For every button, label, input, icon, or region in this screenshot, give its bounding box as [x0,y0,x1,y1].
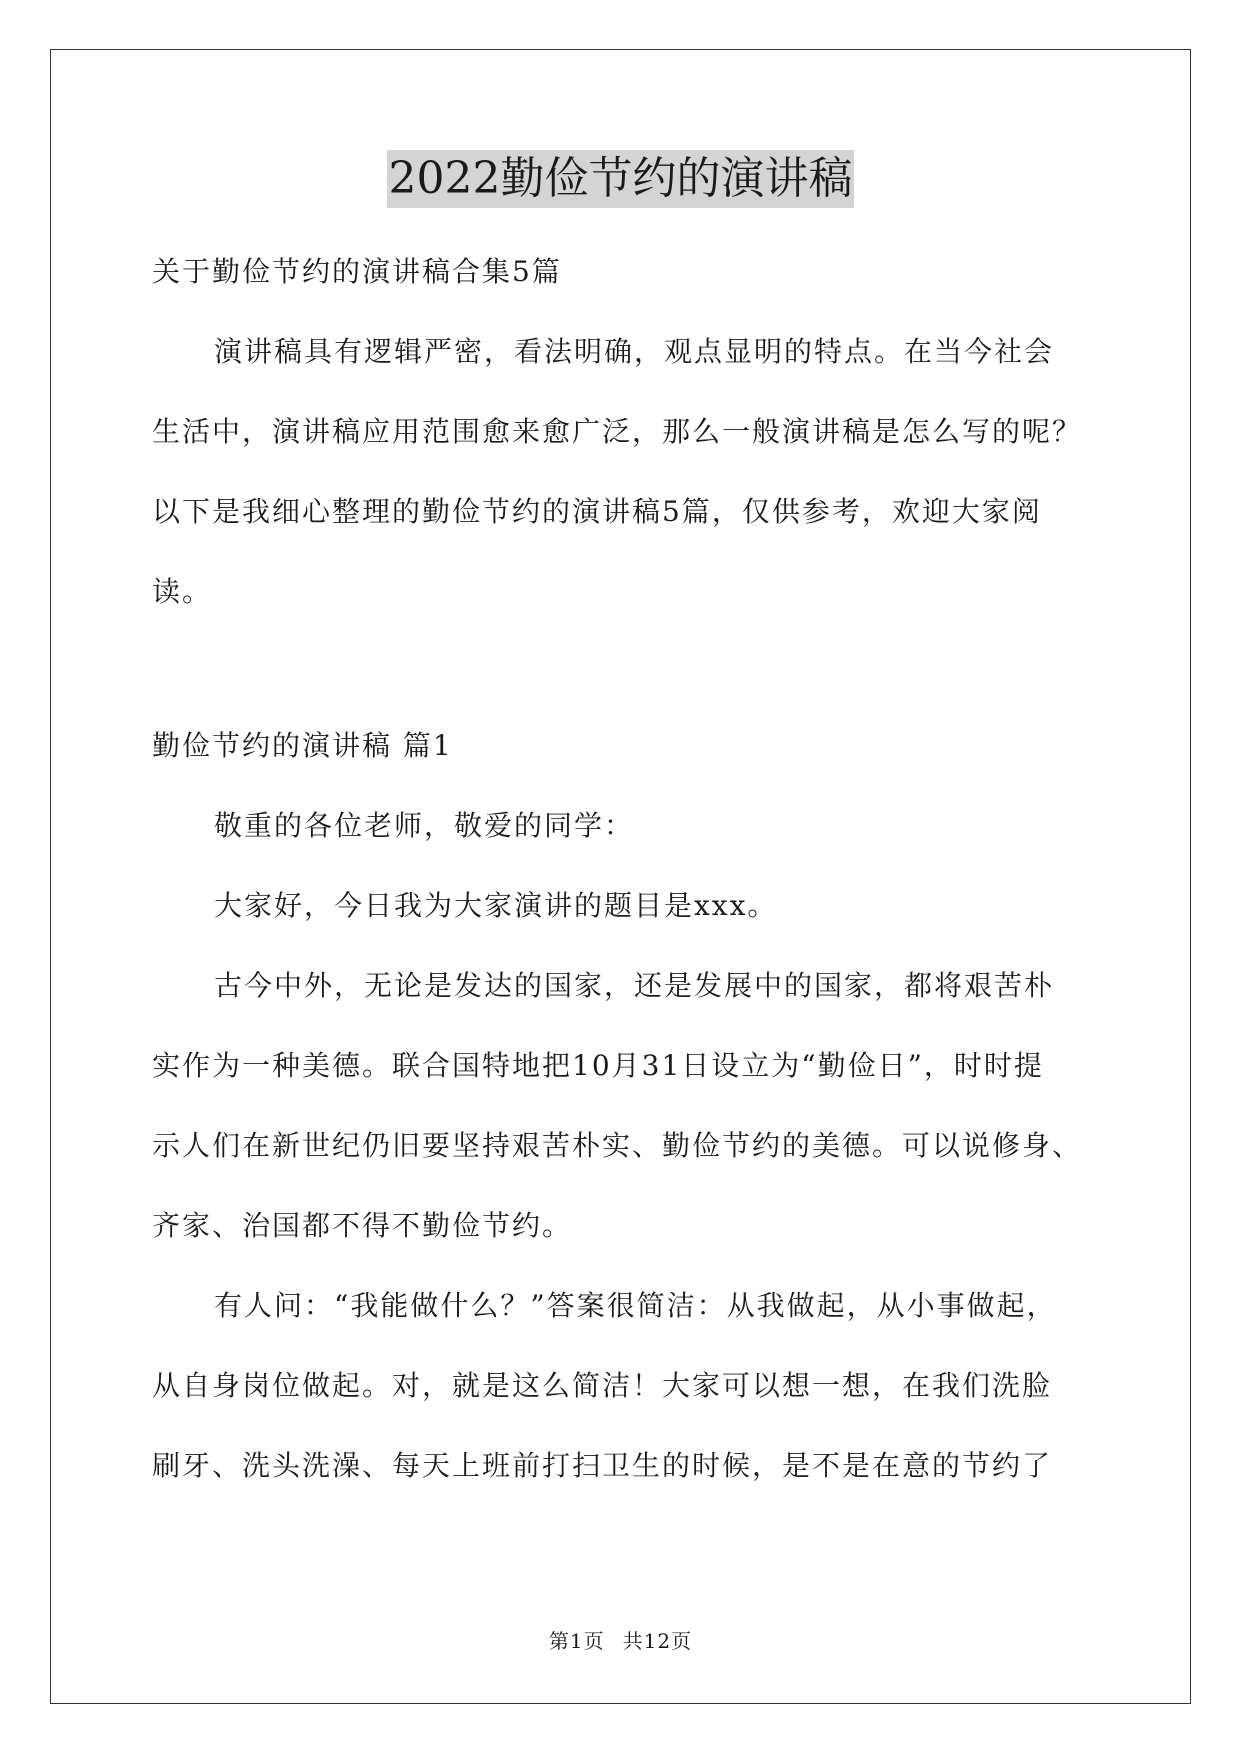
subtitle: 关于勤俭节约的演讲稿合集5篇 [152,255,562,288]
page-number: 第1页 [548,1629,605,1653]
section-spacer [152,632,1092,706]
body-line: 实作为一种美德。联合国特地把10月31日设立为“勤俭日”，时时提 [152,1049,1044,1082]
page-footer [0,1627,1241,1655]
section-heading: 勤俭节约的演讲稿 篇1 [152,729,453,762]
intro-line: 读。 [152,575,213,608]
document-body [152,232,1092,1506]
body-line: 刷牙、洗头洗澡、每天上班前打扫卫生的时候，是不是在意的节约了 [152,1449,1053,1482]
body-line: 齐家、治国都不得不勤俭节约。 [152,1209,573,1242]
document-title: 2022勤俭节约的演讲稿 [387,150,855,208]
body-line: 从自身岗位做起。对，就是这么简洁！大家可以想一想，在我们洗脸 [152,1369,1053,1402]
body-line: 古今中外，无论是发达的国家，还是发展中的国家，都将艰苦朴 [214,969,1055,1002]
body-line: 有人问：“我能做什么？”答案很简洁：从我做起，从小事做起， [214,1289,1057,1322]
body-line: 示人们在新世纪仍旧要坚持艰苦朴实、勤俭节约的美德。可以说修身、 [152,1129,1083,1162]
intro-line: 演讲稿具有逻辑严密，看法明确，观点显明的特点。在当今社会 [214,335,1055,368]
body-line: 大家好，今日我为大家演讲的题目是xxx。 [214,889,778,922]
intro-line: 生活中，演讲稿应用范围愈来愈广泛，那么一般演讲稿是怎么写的呢？ [152,415,1083,448]
title-container [0,150,1241,208]
intro-line: 以下是我细心整理的勤俭节约的演讲稿5篇，仅供参考，欢迎大家阅 [152,495,1042,528]
total-pages: 共12页 [622,1629,693,1653]
body-line: 敬重的各位老师，敬爱的同学： [214,809,635,842]
